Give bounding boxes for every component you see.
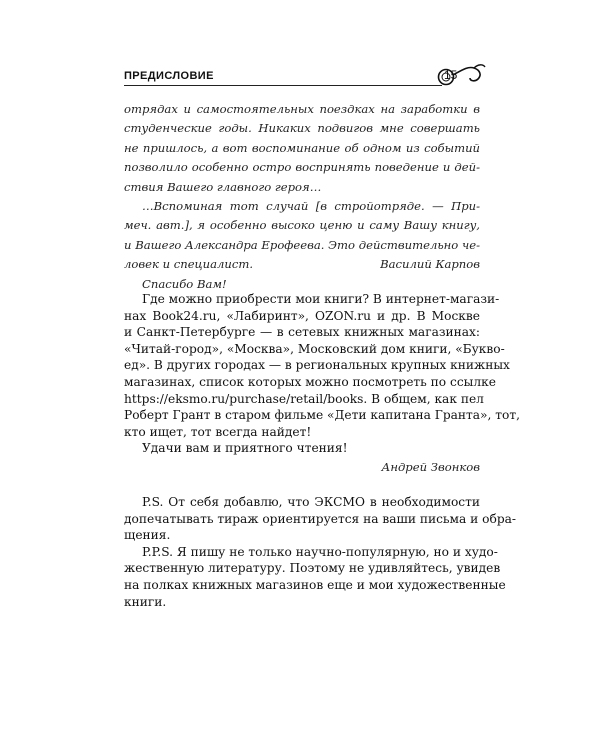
text-line: кто ищет, тот всегда найдет! — [124, 424, 312, 439]
text-line: позволило особенно остро воспринять поведение и дей- — [124, 160, 480, 175]
text-line: ловек и специалист. — [124, 257, 254, 272]
postscripts — [124, 494, 517, 610]
section-title: ПРЕДИСЛОВИЕ — [124, 70, 214, 82]
text-line: Роберт Грант в старом фильме «Дети капитана Гранта», тот, — [124, 408, 520, 423]
text-line: …Вспоминая тот случай [в стройотряде. — При- — [142, 199, 480, 214]
text-line: и Санкт-Петербурге — в сетевых книжных магазинах: — [124, 325, 480, 340]
text-line: «Читай-город», «Москва», Московский дом книги, «Букво- — [124, 341, 505, 356]
closing-line: Удачи вам и приятного чтения! — [142, 441, 348, 456]
running-header — [124, 66, 480, 88]
text-line: допечатывать тираж ориентируется на ваши письма и обра- — [124, 511, 517, 526]
text-line: https://eksmo.ru/purchase/retail/books. В общем, как пел — [124, 391, 484, 406]
text-line: магазинах, список которых можно посмотреть по ссылке — [124, 374, 496, 389]
text-line: P.S. От себя добавлю, что ЭКСМО в необходимости — [142, 495, 480, 509]
author-paragraph — [124, 291, 520, 457]
text-line: и Вашего Александра Ерофеева. Это действительно че- — [124, 237, 480, 252]
author-signature: Андрей Звонков — [381, 460, 480, 474]
page-number: 15 — [444, 68, 458, 82]
stethoscope-icon — [428, 58, 488, 94]
ps-paragraph — [124, 494, 517, 544]
text-line: отрядах и самостоятельных поездках на заработки в — [124, 102, 480, 116]
text-line: ствия Вашего главного героя… — [124, 179, 322, 194]
letter-signature: Василий Карпов — [380, 257, 480, 271]
letter-thanks: Спасибо Вам! — [142, 276, 227, 291]
text-line: меч. авт.], я особенно высоко ценю и саму Вашу книгу, — [124, 218, 480, 233]
letter-paragraph-1 — [124, 100, 480, 197]
text-line: книги. — [124, 594, 167, 609]
text-line: на полках книжных магазинов еще и мои художественные — [124, 577, 506, 592]
text-line: студенческие годы. Никаких подвигов мне совершать — [124, 121, 480, 136]
text-line: щения. — [124, 528, 171, 543]
text-line: нах Book24.ru, «Лабиринт», OZON.ru и др. В Москве — [124, 308, 480, 323]
text-line: P.P.S. Я пишу не только научно-популярную, но и худо- — [142, 544, 498, 559]
text-line: жественную литературу. Поэтому не удивляйтесь, увидев — [124, 561, 501, 576]
text-line: Где можно приобрести мои книги? В интернет-магази- — [142, 292, 500, 306]
pps-paragraph — [124, 544, 506, 610]
text-line: не пришлось, а вот воспоминание об одном из событий — [124, 140, 480, 155]
text-line: ед». В других городах — в региональных крупных книжных — [124, 358, 510, 373]
header-rule — [124, 85, 442, 86]
